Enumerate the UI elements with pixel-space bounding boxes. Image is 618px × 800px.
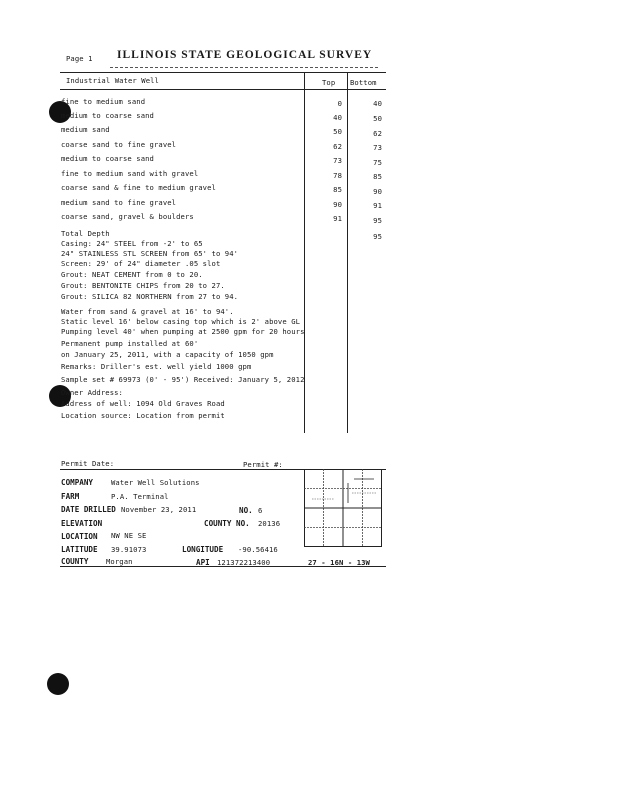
elevation-label: ELEVATION <box>61 519 103 528</box>
company-value: Water Well Solutions <box>111 478 200 487</box>
county-value: Morgan <box>106 557 133 566</box>
total-depth-value: 95 <box>373 232 382 241</box>
well-no-label: NO. <box>239 506 253 515</box>
owner-address-line: Owner Address: <box>61 388 123 397</box>
strata-desc: medium to coarse sand <box>61 111 154 120</box>
api-value: 121372213400 <box>217 558 271 567</box>
pumping-level-line: Pumping level 40' when pumping at 2500 gpm for 20 hours <box>61 327 305 336</box>
strata-desc: fine to medium sand with gravel <box>61 169 199 178</box>
address-of-well-line: Address of well: 1094 Old Graves Road <box>61 399 225 408</box>
company-label: COMPANY <box>61 478 94 487</box>
strata-top: 91 <box>333 214 342 223</box>
water-from-line: Water from sand & gravel at 16' to 94'. <box>61 307 234 316</box>
strata-desc: medium to coarse sand <box>61 154 154 163</box>
well-type: Industrial Water Well <box>66 76 159 85</box>
strata-top: 85 <box>333 185 342 194</box>
location-source-line: Location source: Location from permit <box>61 411 225 420</box>
farm-label: FARM <box>61 492 80 501</box>
api-label: API <box>196 558 210 567</box>
static-level-line: Static level 16' below casing top which is 2' above GL <box>61 317 301 326</box>
strata-desc: coarse sand & fine to medium gravel <box>61 183 216 192</box>
strata-bottom: 40 <box>373 99 382 108</box>
strata-bottom: 50 <box>373 114 382 123</box>
title-underline <box>110 67 378 68</box>
permanent-pump-line-1: Permanent pump installed at 60' <box>61 339 199 348</box>
longitude-label: LONGITUDE <box>182 545 224 554</box>
binder-hole-bottom <box>47 673 69 695</box>
section-grid <box>304 469 382 547</box>
grout-line-2: Grout: BENTONITE CHIPS from 20 to 27. <box>61 281 225 290</box>
county-no-label: COUNTY NO. <box>204 519 250 528</box>
latitude-label: LATITUDE <box>61 545 98 554</box>
header-rule-bottom <box>60 89 386 90</box>
total-depth-label: Total Depth <box>61 229 110 238</box>
column-bottom-header: Bottom <box>350 78 377 87</box>
location-label: LOCATION <box>61 532 98 541</box>
strata-desc: coarse sand, gravel & boulders <box>61 212 194 221</box>
strata-top: 40 <box>333 113 342 122</box>
location-value: NW NE SE <box>111 531 147 540</box>
permit-number-label: Permit #: <box>243 460 283 469</box>
grout-line-3: Grout: SILICA 82 NORTHERN from 27 to 94. <box>61 292 239 301</box>
strata-desc: coarse sand to fine gravel <box>61 140 177 149</box>
county-no-value: 20136 <box>258 519 281 528</box>
permit-date-label: Permit Date: <box>61 459 115 468</box>
grout-line-1: Grout: NEAT CEMENT from 0 to 20. <box>61 270 203 279</box>
strata-top: 78 <box>333 171 342 180</box>
longitude-value: -90.56416 <box>238 545 278 554</box>
footer-rule <box>60 566 386 567</box>
county-label: COUNTY <box>61 557 89 566</box>
well-no-value: 6 <box>258 506 263 515</box>
strata-desc: fine to medium sand <box>61 97 146 106</box>
page-label: Page 1 <box>66 54 93 63</box>
date-drilled-label: DATE DRILLED <box>61 505 116 514</box>
date-drilled-value: November 23, 2011 <box>121 505 197 514</box>
header-rule-top <box>60 72 386 73</box>
strata-desc: medium sand <box>61 125 110 134</box>
section-grid-drawing <box>304 469 382 547</box>
strata-desc: medium sand to fine gravel <box>61 198 177 207</box>
strata-top: 73 <box>333 156 342 165</box>
strata-bottom: 90 <box>373 187 382 196</box>
document-title: ILLINOIS STATE GEOLOGICAL SURVEY <box>117 49 373 61</box>
sample-set-line: Sample set # 69973 (0' - 95') Received: January 5, 2012 <box>61 375 305 384</box>
casing-line-1: Casing: 24" STEEL from -2' to 65 <box>61 239 203 248</box>
column-top-header: Top <box>322 78 336 87</box>
remarks-line: Remarks: Driller's est. well yield 1000 gpm <box>61 362 252 371</box>
strata-top: 90 <box>333 200 342 209</box>
strata-bottom: 95 <box>373 216 382 225</box>
township-range: 27 - 16N - 13W <box>308 558 370 567</box>
latitude-value: 39.91073 <box>111 545 147 554</box>
strata-bottom: 62 <box>373 129 382 138</box>
strata-top: 62 <box>333 142 342 151</box>
strata-bottom: 91 <box>373 201 382 210</box>
strata-top: 0 <box>337 99 342 108</box>
strata-top: 50 <box>333 127 342 136</box>
strata-bottom: 85 <box>373 172 382 181</box>
strata-bottom: 75 <box>373 158 382 167</box>
column-divider-right <box>347 73 348 433</box>
casing-line-2: 24" STAINLESS STL SCREEN from 65' to 94' <box>61 249 239 258</box>
permanent-pump-line-2: on January 25, 2011, with a capacity of 1050 gpm <box>61 350 274 359</box>
strata-bottom: 73 <box>373 143 382 152</box>
farm-value: P.A. Terminal <box>111 492 169 501</box>
screen-line: Screen: 29' of 24" diameter .05 slot <box>61 259 221 268</box>
